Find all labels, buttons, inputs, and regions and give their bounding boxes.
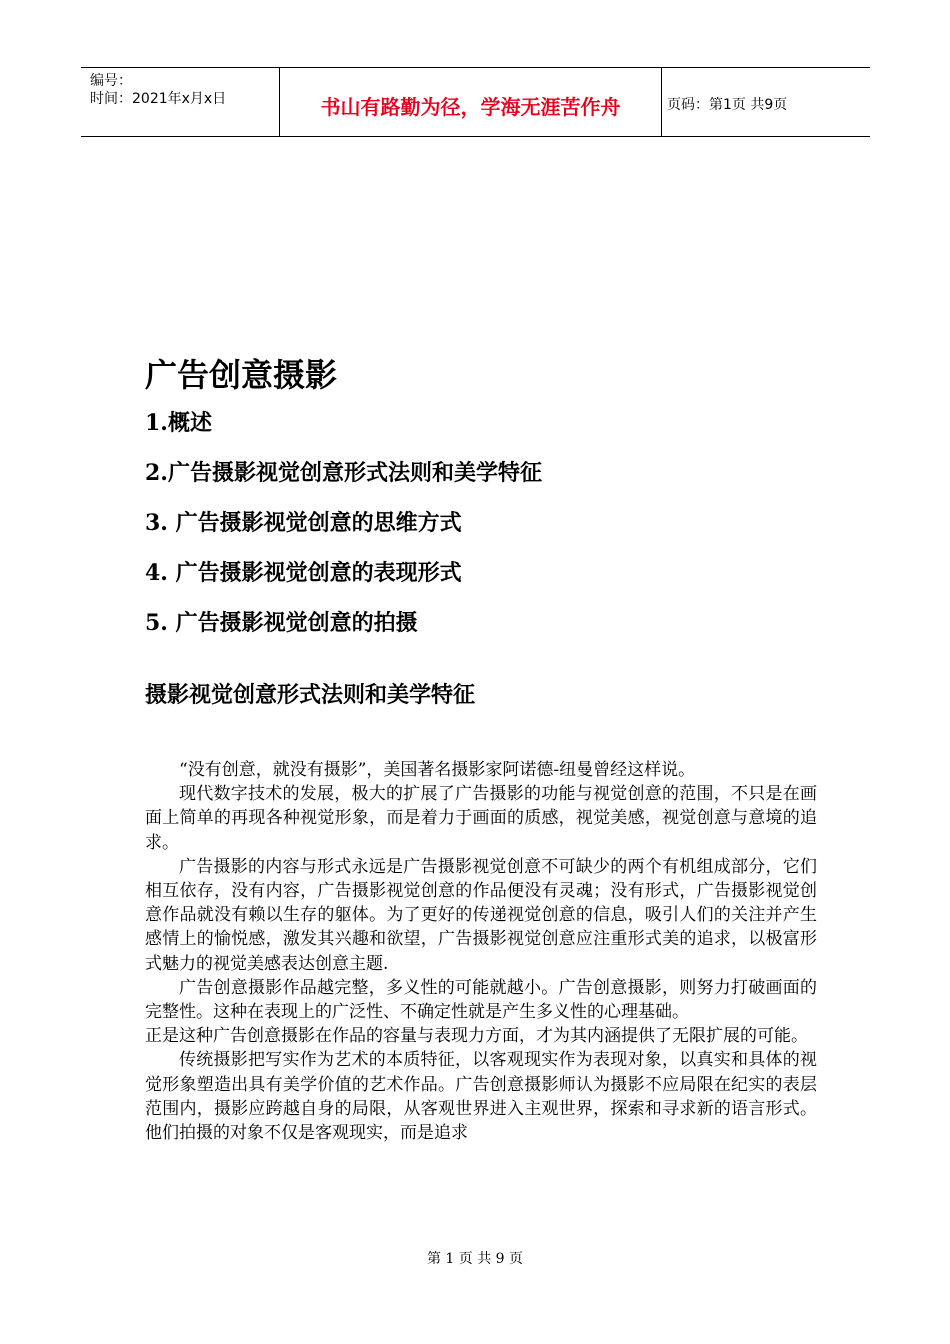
paragraph: 正是这种广告创意摄影在作品的容量与表现力方面，才为其内涵提供了无限扩展的可能。 [145, 1026, 808, 1047]
section-title: 摄影视觉创意形式法则和美学特征 [145, 683, 476, 708]
header-middle-cell [280, 68, 662, 136]
toc-item-5: 5. 广告摄影视觉创意的拍摄 [145, 610, 418, 636]
paragraph: 现代数字技术的发展，极大的扩展了广告摄影的功能与视觉创意的范围，不只是在画面上简单的再现各种视觉形象，而是着力于画面的质感，视觉美感，视觉创意与意境的追求。 [145, 784, 817, 853]
toc-item-2: 2.广告摄影视觉创意形式法则和美学特征 [145, 460, 542, 486]
header-motto: 书山有路勤为径，学海无涯苦作舟 [320, 95, 621, 119]
toc-item-1: 1.概述 [145, 410, 212, 436]
toc-item-4: 4. 广告摄影视觉创意的表现形式 [145, 560, 462, 586]
paragraph: 传统摄影把写实作为艺术的本质特征，以客观现实作为表现对象，以真实和具体的视觉形象塑造出具有美学价值的艺术作品。广告创意摄影师认为摄影不应局限在纪实的表层范围内，摄影应跨越自身的局限，从客观世界进入主观世界，探索和寻求新的语言形式。他们拍摄的对象不仅是客观现实，而是追求 [145, 1050, 817, 1144]
code-label: 编号： [90, 73, 132, 89]
page-footer: 第 1 页 共 9 页 [426, 1251, 524, 1267]
page-header [81, 67, 870, 137]
header-right-cell [662, 68, 870, 136]
header-left-cell [81, 68, 280, 136]
document-title: 广告创意摄影 [145, 356, 338, 394]
header-page-info: 页码：第1页 共9页 [667, 97, 788, 113]
paragraph: “没有创意，就没有摄影”，美国著名摄影家阿诺德-纽曼曾经这样说。 [179, 760, 696, 780]
date-line: 时间：2021年x月x日 [90, 91, 227, 107]
body-text [145, 758, 817, 1145]
toc-item-3: 3. 广告摄影视觉创意的思维方式 [145, 510, 462, 536]
paragraph: 广告创意摄影作品越完整，多义性的可能就越小。广告创意摄影，则努力打破画面的完整性。这种在表现上的广泛性、不确定性就是产生多义性的心理基础。 [145, 977, 817, 1023]
paragraph: 广告摄影的内容与形式永远是广告摄影视觉创意不可缺少的两个有机组成部分，它们相互依存，没有内容，广告摄影视觉创意的作品便没有灵魂；没有形式，广告摄影视觉创意作品就没有赖以生存的躯体。为了更好的传递视觉创意的信息，吸引人们的关注并产生感情上的愉悦感，激发其兴趣和欲望，广告摄影视觉创意应注重形式美的追求，以极富形式魅力的视觉美感表达创意主题. [145, 856, 817, 974]
